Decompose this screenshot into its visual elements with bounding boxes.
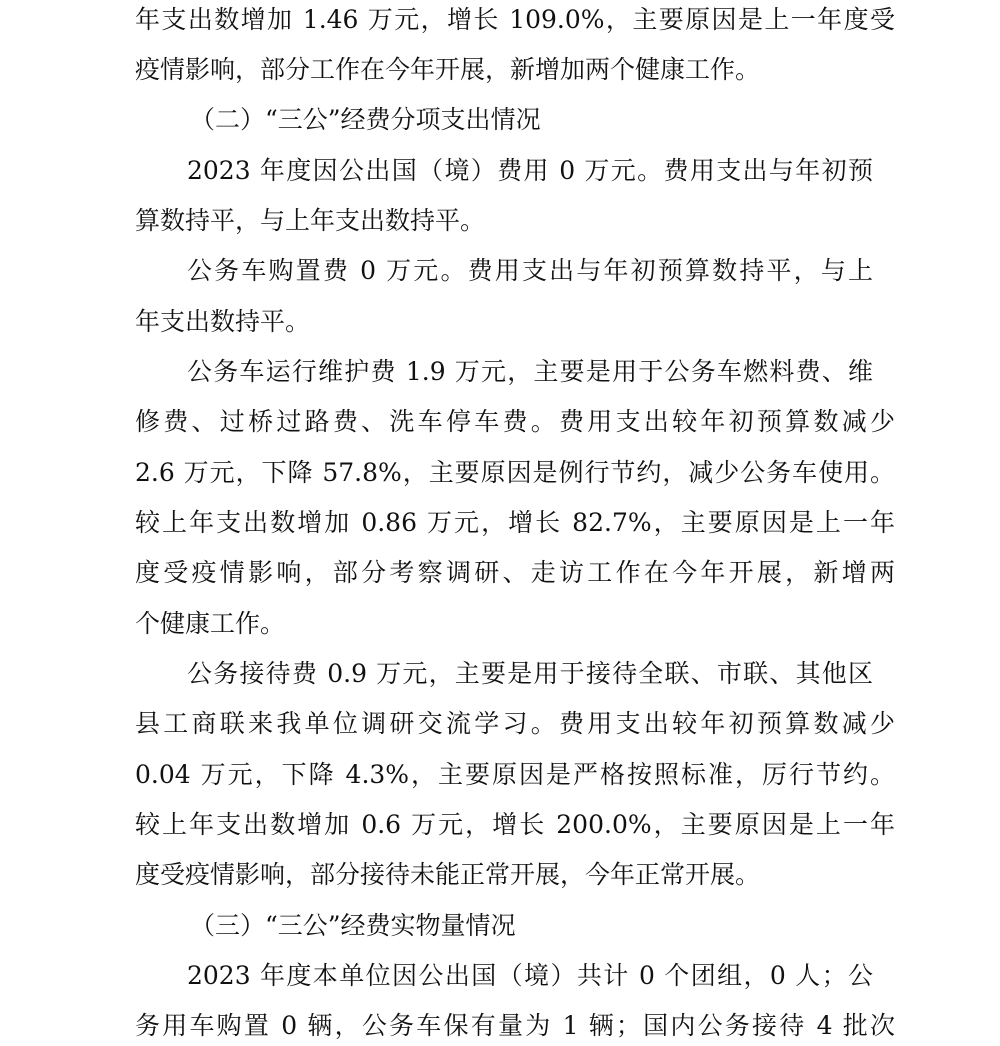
section-heading: （二）“三公”经费分项支出情况: [190, 105, 541, 134]
paragraph-line: 0.04 万元，下降 4.3%，主要原因是严格按照标准，厉行节约。: [135, 760, 895, 789]
paragraph-line: 算数持平，与上年支出数持平。: [135, 206, 486, 235]
paragraph-line: 年支出数增加 1.46 万元，增长 109.0%，主要原因是上一年度受: [135, 5, 895, 34]
paragraph-line: 公务车运行维护费 1.9 万元，主要是用于公务车燃料费、维: [187, 357, 873, 386]
paragraph-line: 2023 年度本单位因公出国（境）共计 0 个团组，0 人；公: [187, 961, 873, 990]
paragraph-line: 年支出数持平。: [135, 307, 311, 336]
paragraph-line: 修费、过桥过路费、洗车停车费。费用支出较年初预算数减少: [135, 407, 895, 436]
paragraph-line: 2023 年度因公出国（境）费用 0 万元。费用支出与年初预: [187, 156, 873, 185]
paragraph-line: 务用车购置 0 辆，公务车保有量为 1 辆；国内公务接待 4 批次: [135, 1011, 895, 1040]
paragraph-line: 疫情影响，部分工作在今年开展，新增加两个健康工作。: [135, 55, 761, 84]
paragraph-line: 县工商联来我单位调研交流学习。费用支出较年初预算数减少: [135, 709, 895, 738]
paragraph-line: 个健康工作。: [135, 609, 286, 638]
paragraph-line: 度受疫情影响，部分接待未能正常开展，今年正常开展。: [135, 860, 761, 889]
paragraph-line: 2.6 万元，下降 57.8%，主要原因是例行节约，减少公务车使用。: [135, 458, 895, 487]
paragraph-line: 公务车购置费 0 万元。费用支出与年初预算数持平，与上: [187, 256, 873, 285]
paragraph-line: 较上年支出数增加 0.86 万元，增长 82.7%，主要原因是上一年: [135, 508, 895, 537]
paragraph-line: 度受疫情影响，部分考察调研、走访工作在今年开展，新增两: [135, 558, 895, 587]
section-heading: （三）“三公”经费实物量情况: [190, 911, 516, 940]
paragraph-line: 较上年支出数增加 0.6 万元，增长 200.0%，主要原因是上一年: [135, 810, 895, 839]
paragraph-line: 公务接待费 0.9 万元，主要是用于接待全联、市联、其他区: [187, 659, 873, 688]
